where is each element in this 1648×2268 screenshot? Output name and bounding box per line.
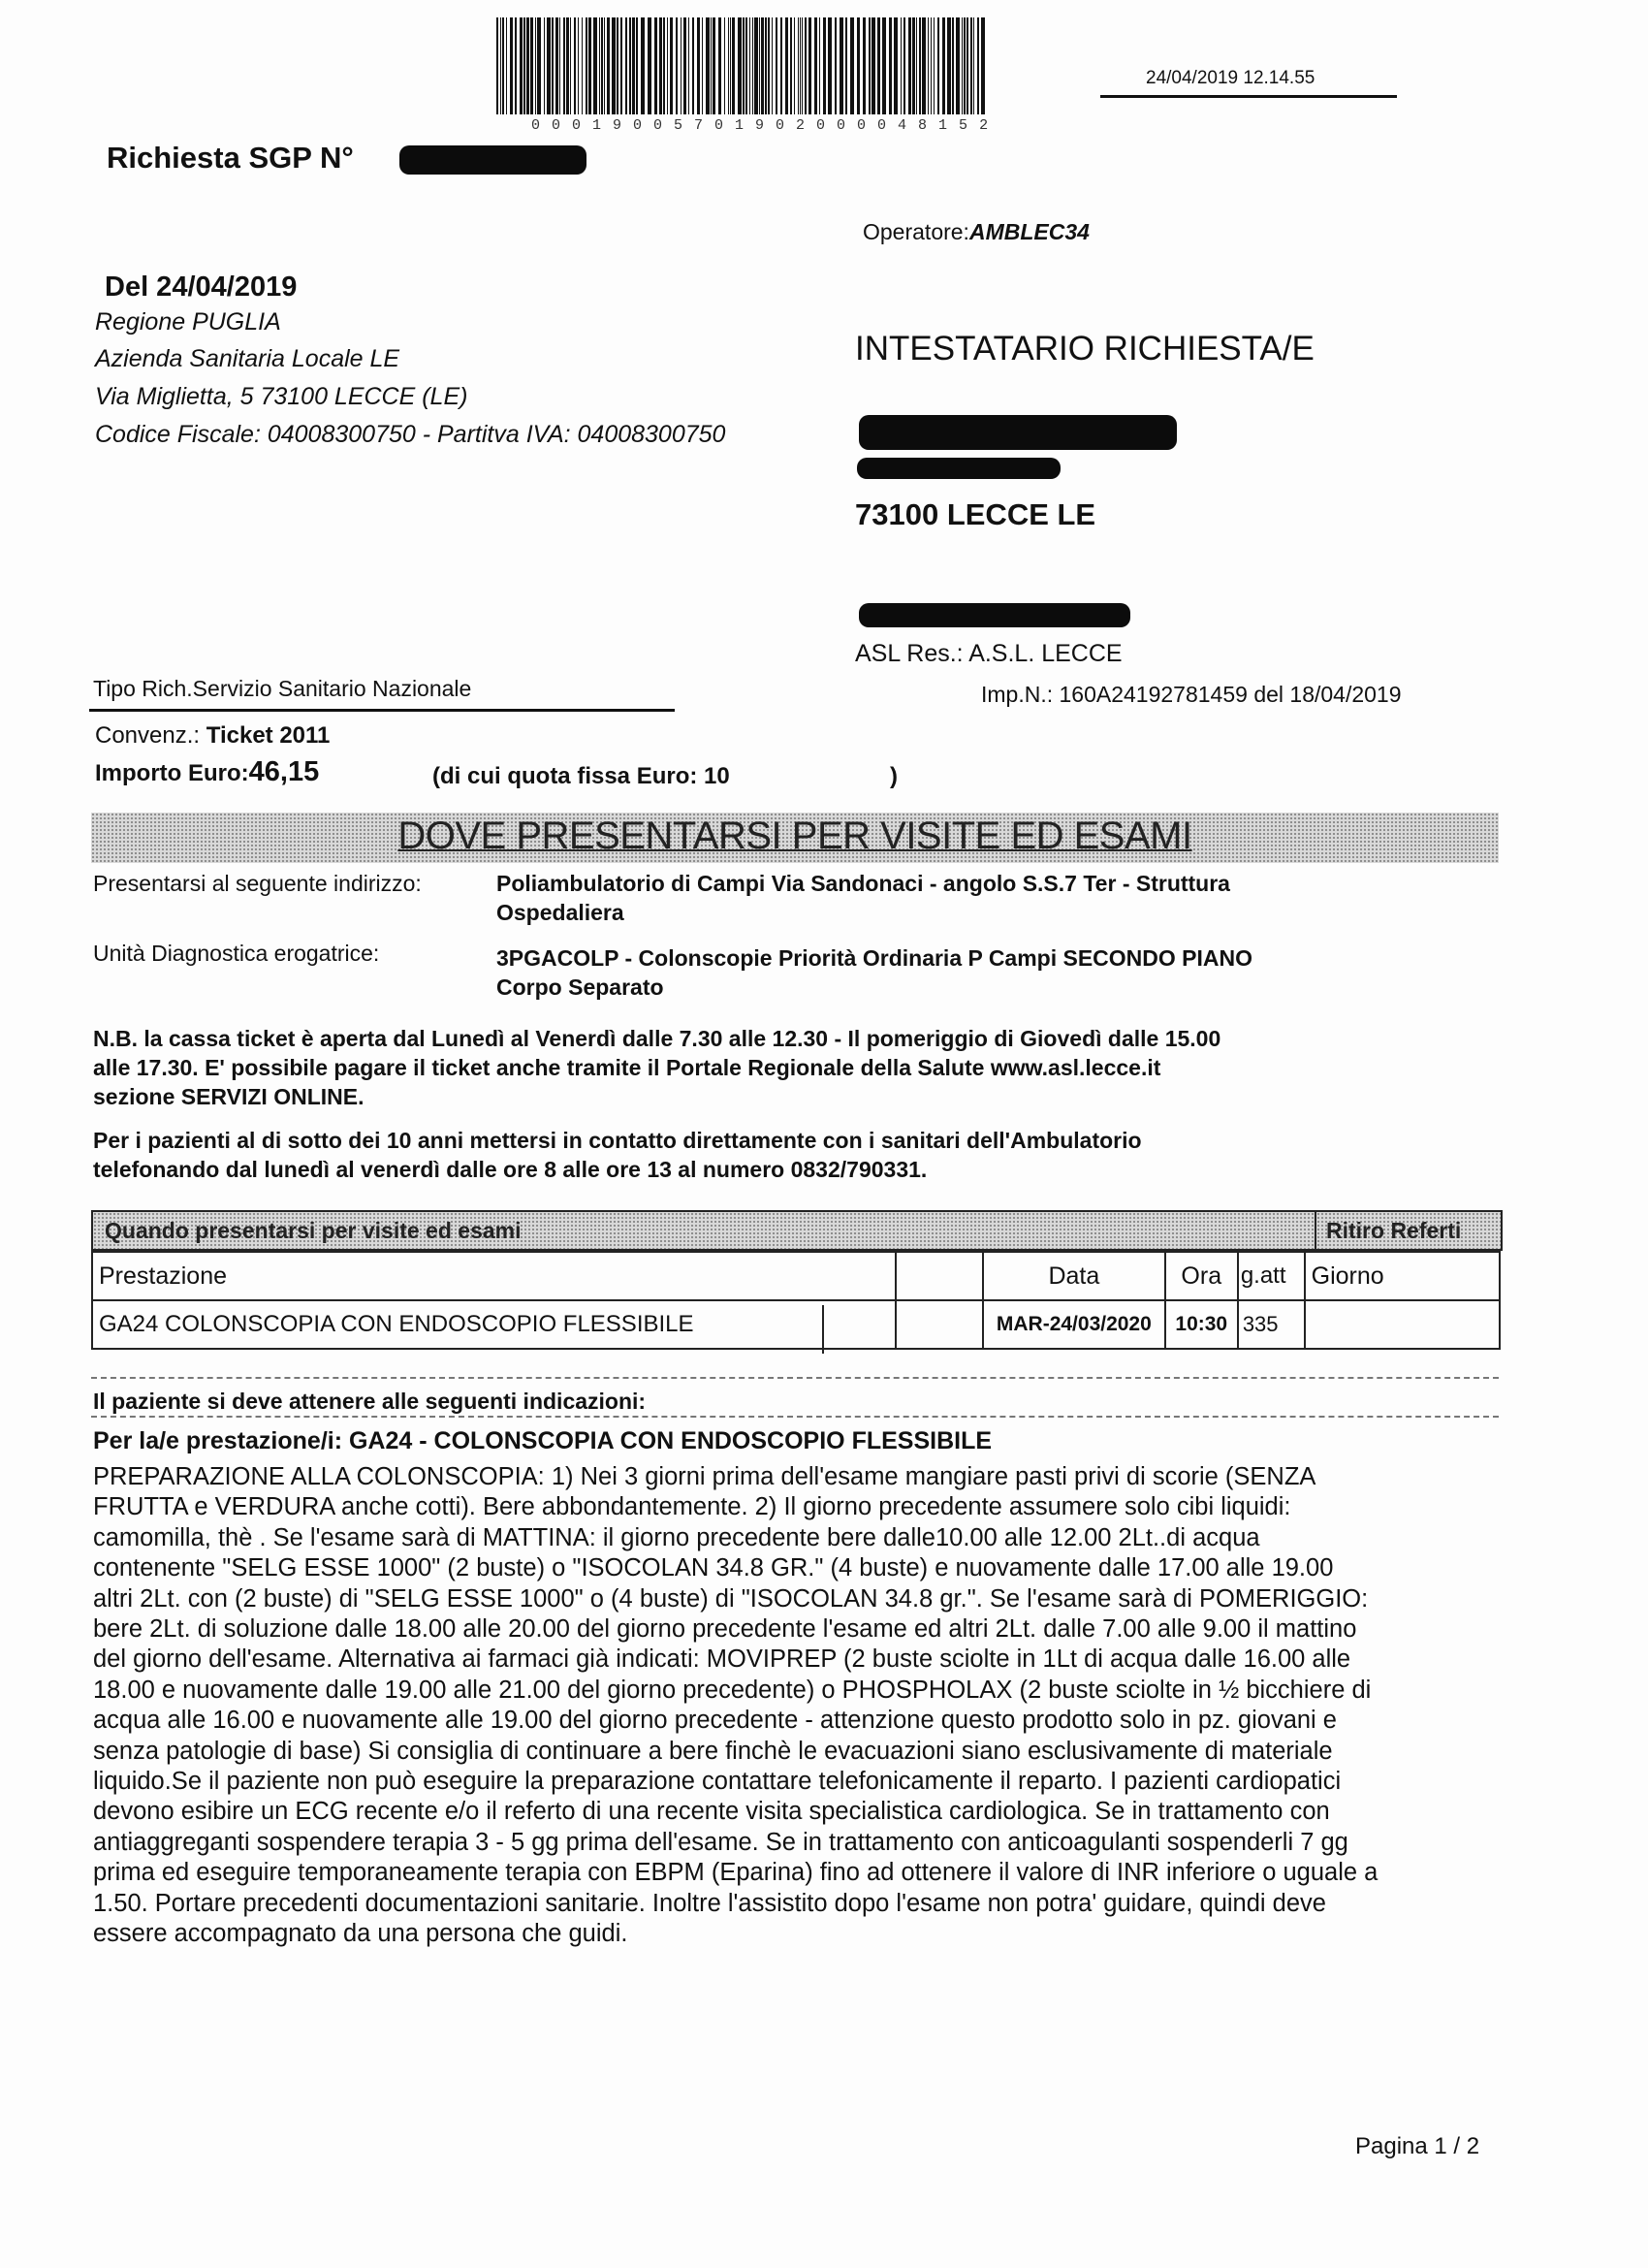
barcode-bar [912, 17, 915, 114]
issuer-asl: Azienda Sanitaria Locale LE [95, 345, 400, 372]
barcode-bar [802, 17, 803, 114]
barcode-bar [919, 17, 921, 114]
instruction-line: devono esibire un ECG recente e/o il referto di una recente visita specialistica cardiologica. Se in trattamento con [93, 1798, 1330, 1826]
barcode-bar [500, 17, 501, 114]
barcode-bar [670, 17, 673, 114]
barcode-bar [711, 17, 712, 114]
barcode-bar [683, 17, 686, 114]
barcode-bar [743, 17, 745, 114]
barcode-bar [889, 17, 892, 114]
barcode-bar [808, 17, 811, 114]
barcode-bar [537, 17, 541, 114]
barcode-bar [502, 17, 504, 114]
nb-line-3: sezione SERVIZI ONLINE. [93, 1084, 364, 1109]
barcode-bar [937, 17, 939, 114]
barcode-bar [819, 17, 820, 114]
barcode-bar [718, 17, 721, 114]
appointments-section-label: Quando presentarsi per visite ed esami [105, 1218, 522, 1243]
operator-value: AMBLEC34 [968, 219, 1090, 244]
holder-imp: Imp.N.: 160A24192781459 del 18/04/2019 [981, 682, 1402, 707]
unit-line-2: Corpo Separato [496, 974, 664, 1000]
barcode-bar [663, 17, 665, 114]
barcode-bar [574, 17, 576, 114]
barcode [494, 17, 989, 119]
barcode-bar [894, 17, 898, 114]
barcode-bar [840, 17, 843, 114]
instruction-line: del giorno dell'esame. Alternativa ai farmaci già indicati: MOVIPREP (2 buste sciolte in 1Lt di acqua dalle 16.00 alle [93, 1645, 1351, 1674]
barcode-bar [648, 17, 651, 114]
instruction-line: essere accompagnato da una persona che guidi. [93, 1920, 628, 1948]
cell-data: MAR-24/03/2020 [983, 1300, 1165, 1349]
barcode-bar [544, 17, 545, 114]
barcode-bar [962, 17, 963, 114]
instruction-line: antiaggreganti sospendere terapia 3 - 5 gg prima dell'esame. Se in trattamento con anticoagulanti sospenderli 7 gg [93, 1828, 1348, 1856]
barcode-bar [713, 17, 715, 114]
barcode-bar [931, 17, 932, 114]
appointments-header-bar [91, 1210, 1316, 1251]
redacted-holder-address [857, 458, 1061, 479]
nb-line-1: N.B. la cassa ticket è aperta dal Lunedì al Venerdì dalle 7.30 alle 12.30 - Il pomeriggio di Giovedì dalle 15.00 [93, 1026, 1221, 1051]
instructions-dash-line [91, 1377, 1499, 1379]
barcode-bar [586, 17, 587, 114]
barcode-bar [970, 17, 972, 114]
importo-value: 46,15 [248, 756, 320, 787]
barcode-bar [814, 17, 817, 114]
barcode-bar [835, 17, 837, 114]
barcode-bar [604, 17, 605, 114]
barcode-bar [776, 17, 777, 114]
barcode-bar [981, 17, 985, 114]
barcode-bar [928, 17, 929, 114]
cell-ora: 10:30 [1165, 1300, 1238, 1349]
barcode-bar [845, 17, 847, 114]
barcode-bar [749, 17, 750, 114]
barcode-bar [872, 17, 875, 114]
holder-city: 73100 LECCE LE [855, 497, 1096, 531]
nb-line-2: alle 17.30. E' possibile pagare il ticket anche tramite il Portale Regionale della Salute www.asl.lecce.it [93, 1055, 1161, 1080]
instruction-line: 18.00 e nuovamente dalle 19.00 alle 21.00 del giorno precedente) o PHOSPHOLAX (2 buste sciolte in ½ bicchiere di [93, 1676, 1372, 1704]
request-type: Tipo Rich.Servizio Sanitario Nazionale [93, 676, 472, 701]
barcode-bar [790, 17, 792, 114]
barcode-bar [620, 17, 622, 114]
barcode-bar [692, 17, 694, 114]
barcode-bar [547, 17, 551, 114]
barcode-bar [922, 17, 926, 114]
barcode-bar [552, 17, 554, 114]
appointments-header-row [92, 1252, 1500, 1300]
barcode-bar [523, 17, 525, 114]
instructions-subheading: Per la/e prestazione/i: GA24 - COLONSCOPIA CON ENDOSCOPIO FLESSIBILE [93, 1427, 993, 1454]
barcode-bar [607, 17, 610, 114]
barcode-bar [794, 17, 795, 114]
barcode-bar [745, 17, 747, 114]
request-label: Richiesta SGP N° [107, 141, 354, 175]
holder-asl-res: ASL Res.: A.S.L. LECCE [855, 640, 1123, 667]
barcode-bar [967, 17, 968, 114]
instructions-heading: Il paziente si deve attenere alle seguenti indicazioni: [93, 1389, 647, 1414]
barcode-bar [877, 17, 880, 114]
instruction-line: prima ed eseguire temporaneamente terapia con EBPM (Eparina) fino ad ottenere il valore di INR inferiore o uguale a [93, 1859, 1379, 1887]
barcode-bar [798, 17, 799, 114]
barcode-bar [702, 17, 703, 114]
unit-line-1: 3PGACOLP - Colonscopie Priorità Ordinaria P Campi SECONDO PIANO [496, 945, 1253, 971]
barcode-bar [530, 17, 533, 114]
barcode-bar [908, 17, 911, 114]
barcode-bar [588, 17, 591, 114]
barcode-bar [857, 17, 860, 114]
barcode-bar [752, 17, 753, 114]
header-gatt: g.att [1238, 1252, 1305, 1300]
unit-label: Unità Diagnostica erogatrice: [93, 941, 380, 966]
barcode-bar [582, 17, 583, 114]
convenzione-value: Ticket 2011 [206, 722, 331, 749]
barcode-bar [956, 17, 960, 114]
barcode-bar [759, 17, 760, 114]
barcode-bar [850, 17, 854, 114]
barcode-bar [823, 17, 826, 114]
barcode-bar [526, 17, 529, 114]
barcode-bar [728, 17, 729, 114]
request-type-underline [89, 709, 675, 712]
ritiro-header-bar [1315, 1210, 1503, 1251]
issuer-region: Regione PUGLIA [95, 308, 281, 335]
barcode-bar [724, 17, 725, 114]
barcode-bar [828, 17, 832, 114]
where-banner-title: DOVE PRESENTARSI PER VISITE ED ESAMI [397, 815, 1192, 857]
ritiro-label: Ritiro Referti [1326, 1218, 1462, 1243]
barcode-bar [612, 17, 616, 114]
barcode-bar [515, 17, 517, 114]
importo [95, 756, 319, 788]
preparation-instructions [93, 1462, 1518, 1950]
page-number: Pagina 1 / 2 [1355, 2133, 1480, 2159]
instruction-line: senza patologie di base) Si consiglia di continuare a bere finchè le evacuazioni siano esclusivamente di materiale [93, 1737, 1333, 1765]
table-row [92, 1300, 1500, 1349]
barcode-bar [785, 17, 788, 114]
barcode-bar [520, 17, 523, 114]
barcode-bar [676, 17, 678, 114]
barcode-bar [570, 17, 571, 114]
barcode-bar [496, 17, 498, 114]
barcode-bar [599, 17, 600, 114]
barcode-bar [617, 17, 618, 114]
barcode-bar [805, 17, 807, 114]
cell-gatt: 335 [1238, 1300, 1305, 1349]
address-label: Presentarsi al seguente indirizzo: [93, 871, 422, 896]
barcode-bar [629, 17, 631, 114]
instruction-line: PREPARAZIONE ALLA COLONSCOPIA: 1) Nei 3 giorni prima dell'esame mangiare pasti privi di scorie (SENZA [93, 1463, 1316, 1490]
quota-close: ) [890, 763, 898, 789]
barcode-bar [863, 17, 866, 114]
kids-line-1: Per i pazienti al di sotto dei 10 anni mettersi in contatto direttamente con i sanitari dell'Ambulatorio [93, 1128, 1142, 1153]
header-spacer [896, 1252, 983, 1300]
operator-label [863, 219, 1090, 245]
barcode-bar [601, 17, 603, 114]
operator-caption: Operatore: [863, 219, 969, 244]
appointments-table [91, 1251, 1501, 1350]
table-inner-divider [822, 1305, 824, 1354]
barcode-bar [768, 17, 770, 114]
instruction-line: FRUTTA e VERDURA anche cotti). Bere abbondantemente. 2) Il giorno precedente assumere solo cibi liquidi: [93, 1493, 1291, 1521]
where-banner [91, 813, 1499, 863]
instruction-line: contenente "SELG ESSE 1000" (2 buste) o "ISOCOLAN 34.8 GR." (4 buste) e nuovamente dalle 17.00 alle 19.00 [93, 1554, 1334, 1582]
barcode-bar [566, 17, 569, 114]
redacted-holder-name [859, 415, 1177, 450]
instruction-line: bere 2Lt. di soluzione dalle 18.00 alle 20.00 del giorno precedente l'esame ed altri 2Lt. dalle 7.00 alle 9.00 il mattino [93, 1615, 1357, 1644]
convenzione-label: Convenz.: [95, 722, 201, 749]
header-data: Data [983, 1252, 1165, 1300]
barcode-bar [772, 17, 773, 114]
barcode-bar [641, 17, 645, 114]
barcode-bar [593, 17, 597, 114]
barcode-bar [761, 17, 764, 114]
barcode-bar [632, 17, 635, 114]
barcode-bar [800, 17, 801, 114]
barcode-bar [973, 17, 974, 114]
instruction-line: acqua alle 16.00 e nuovamente alle 19.00 del giorno precedente - attenzione questo prodotto solo in pz. giovani e [93, 1707, 1337, 1735]
barcode-bar [780, 17, 782, 114]
cell-spacer [896, 1300, 983, 1349]
barcode-bar [510, 17, 513, 114]
barcode-bar [765, 17, 767, 114]
barcode-bar [942, 17, 945, 114]
barcode-bar [667, 17, 668, 114]
instructions-heading-underline [91, 1416, 1499, 1418]
barcode-bar [563, 17, 565, 114]
barcode-bar [636, 17, 638, 114]
issuer-address: Via Miglietta, 5 73100 LECCE (LE) [95, 383, 468, 410]
instruction-line: camomilla, thè . Se l'esame sarà di MATTINA: il giorno precedente bere dalle10.00 alle 12.00 2Lt..di acqua [93, 1523, 1260, 1551]
issuer-tax: Codice Fiscale: 04008300750 - Partitva IVA: 04008300750 [95, 421, 726, 448]
barcode-bar [977, 17, 979, 114]
barcode-bar [732, 17, 735, 114]
barcode-bar [916, 17, 917, 114]
barcode-bar [882, 17, 886, 114]
barcode-bar [901, 17, 902, 114]
barcode-bar [706, 17, 710, 114]
importo-label: Importo Euro: [95, 760, 249, 786]
holder-heading: INTESTATARIO RICHIESTA/E [855, 330, 1315, 367]
barcode-bar [869, 17, 871, 114]
redacted-holder-code [859, 603, 1130, 627]
address-line-2: Ospedaliera [496, 900, 624, 925]
redacted-request-number [399, 145, 586, 175]
header-prestazione: Prestazione [92, 1252, 896, 1300]
barcode-bar [903, 17, 905, 114]
barcode-bar [535, 17, 536, 114]
timestamp-underline [1100, 95, 1397, 98]
barcode-bar [625, 17, 627, 114]
barcode-digits: 0 0 0 1 9 0 0 5 7 0 1 9 0 2 0 0 0 0 4 8 1 5 2 [531, 117, 990, 134]
instruction-line: altri 2Lt. con (2 buste) di "SELG ESSE 1000" o (4 buste) di "ISOCOLAN 34.8 gr.". Se l'esame sarà di POMERIGGIO: [93, 1584, 1369, 1613]
instruction-line: 1.50. Portare precedenti documentazioni sanitarie. Inoltre l'assistito dopo l'esame non potra' guidare, quindi deve [93, 1889, 1326, 1917]
barcode-bar [947, 17, 951, 114]
instruction-line: liquido.Se il paziente non può eseguire la preparazione contattare telefonicamente il reparto. I pazienti cardiopatici [93, 1768, 1342, 1796]
barcode-bar [934, 17, 935, 114]
barcode-bar [964, 17, 966, 114]
barcode-bar [659, 17, 662, 114]
barcode-bar [506, 17, 507, 114]
barcode-bar [952, 17, 954, 114]
barcode-bar [559, 17, 560, 114]
address-line-1: Poliambulatorio di Campi Via Sandonaci - angolo S.S.7 Ter - Struttura [496, 871, 1230, 896]
barcode-bar [697, 17, 700, 114]
barcode-bar [555, 17, 558, 114]
cell-giorno [1305, 1300, 1500, 1349]
quota-fissa: (di cui quota fissa Euro: 10 [432, 763, 730, 789]
cell-prestazione: GA24 COLONSCOPIA CON ENDOSCOPIO FLESSIBILE [92, 1300, 896, 1349]
header-ora: Ora [1165, 1252, 1238, 1300]
barcode-bar [688, 17, 689, 114]
barcode-bar [730, 17, 731, 114]
print-timestamp: 24/04/2019 12.14.55 [1146, 68, 1315, 88]
barcode-bar [578, 17, 579, 114]
kids-line-2: telefonando dal lunedì al venerdì dalle ore 8 alle ore 13 al numero 0832/790331. [93, 1157, 928, 1182]
convenzione [95, 722, 330, 750]
barcode-bar [754, 17, 758, 114]
header-giorno: Giorno [1305, 1252, 1500, 1300]
request-date: Del 24/04/2019 [105, 272, 298, 303]
barcode-bar [738, 17, 742, 114]
barcode-bar [654, 17, 657, 114]
